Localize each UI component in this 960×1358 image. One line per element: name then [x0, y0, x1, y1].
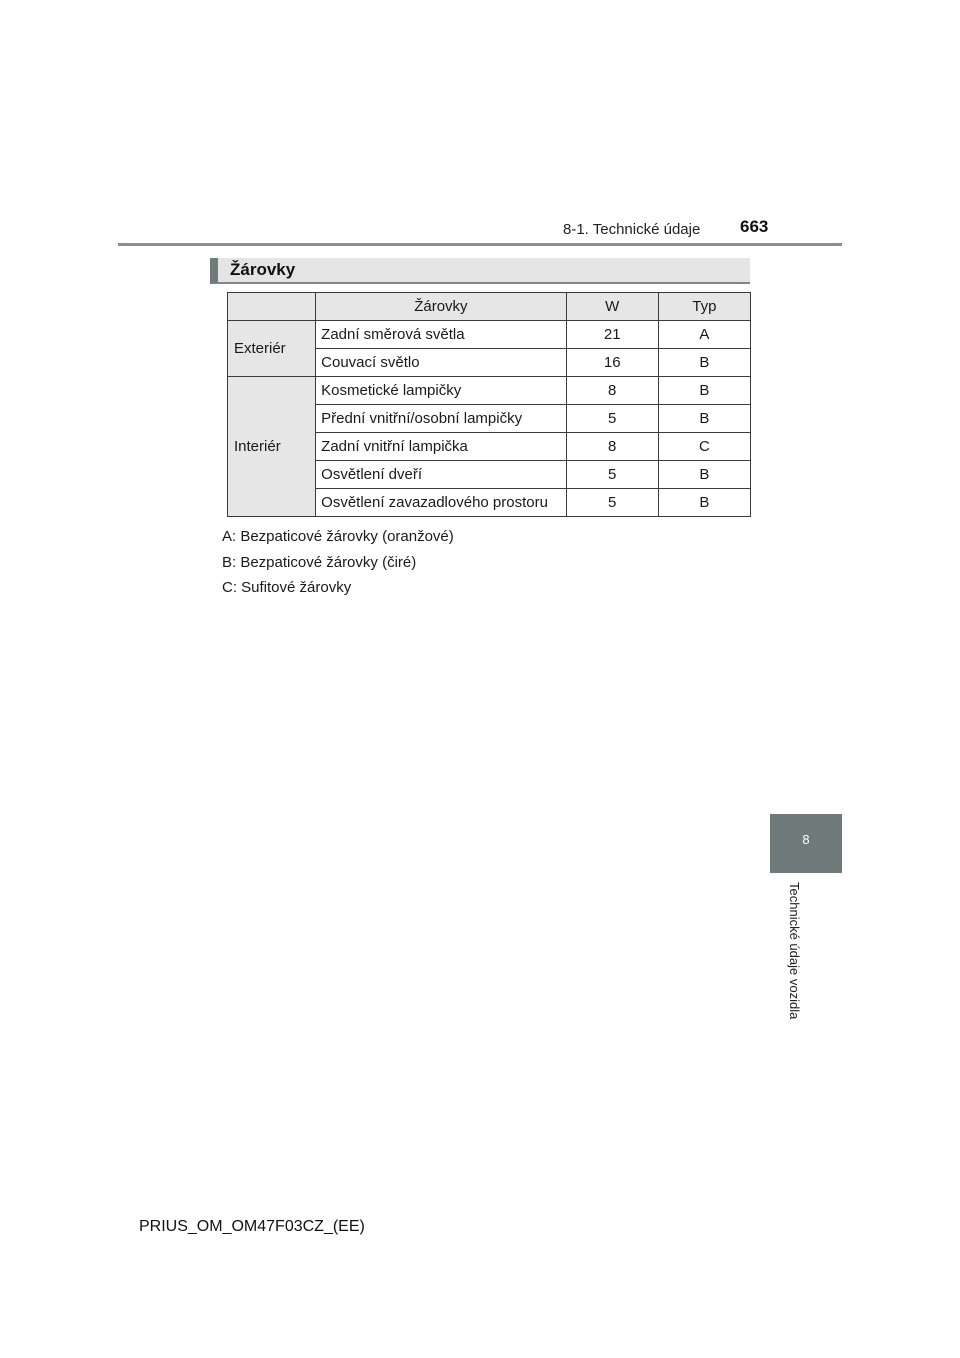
bulb-name: Osvětlení zavazadlového prostoru	[316, 489, 566, 517]
column-header-type: Typ	[658, 293, 750, 321]
chapter-label	[784, 882, 806, 1042]
chapter-label-text: Technické údaje vozidla	[787, 882, 802, 1020]
bulb-watt: 21	[566, 321, 658, 349]
bulb-watt: 16	[566, 349, 658, 377]
bulb-watt: 8	[566, 433, 658, 461]
legend-note: C: Sufitové žárovky	[222, 579, 352, 596]
table-row	[228, 321, 751, 349]
bulb-watt: 5	[566, 405, 658, 433]
bulb-watt: 5	[566, 461, 658, 489]
group-label-exterior: Exteriér	[228, 321, 316, 377]
bulb-spec-table	[227, 292, 751, 517]
bulb-watt: 8	[566, 377, 658, 405]
bulb-name: Zadní směrová světla	[316, 321, 566, 349]
bulb-type: B	[658, 377, 750, 405]
bulb-type: B	[658, 405, 750, 433]
bulb-type: A	[658, 321, 750, 349]
bulb-type: B	[658, 349, 750, 377]
type-legend	[222, 528, 454, 605]
bulb-name: Přední vnitřní/osobní lampičky	[316, 405, 566, 433]
bulb-name: Kosmetické lampičky	[316, 377, 566, 405]
column-header-watt: W	[566, 293, 658, 321]
legend-note: A: Bezpaticové žárovky (oranžové)	[222, 528, 454, 545]
column-header-bulb: Žárovky	[316, 293, 566, 321]
footer-document-code: PRIUS_OM_OM47F03CZ_(EE)	[139, 1218, 365, 1235]
table-header-row	[228, 293, 751, 321]
bulb-name: Zadní vnitřní lampička	[316, 433, 566, 461]
table-row	[228, 377, 751, 405]
bulb-name: Couvací světlo	[316, 349, 566, 377]
page-number: 663	[740, 217, 769, 236]
section-title: Žárovky	[230, 260, 296, 279]
group-label-interior: Interiér	[228, 377, 316, 517]
bulb-watt: 5	[566, 489, 658, 517]
bulb-name: Osvětlení dveří	[316, 461, 566, 489]
chapter-tab	[770, 814, 842, 873]
section-heading	[210, 258, 750, 284]
header-section-title: 8-1. Technické údaje	[563, 221, 701, 238]
bulb-type: C	[658, 433, 750, 461]
bulb-type: B	[658, 489, 750, 517]
header-divider	[118, 243, 842, 246]
chapter-number: 8	[802, 832, 810, 847]
legend-note: B: Bezpaticové žárovky (čiré)	[222, 553, 417, 571]
table-header-corner	[228, 293, 316, 321]
bulb-type: B	[658, 461, 750, 489]
